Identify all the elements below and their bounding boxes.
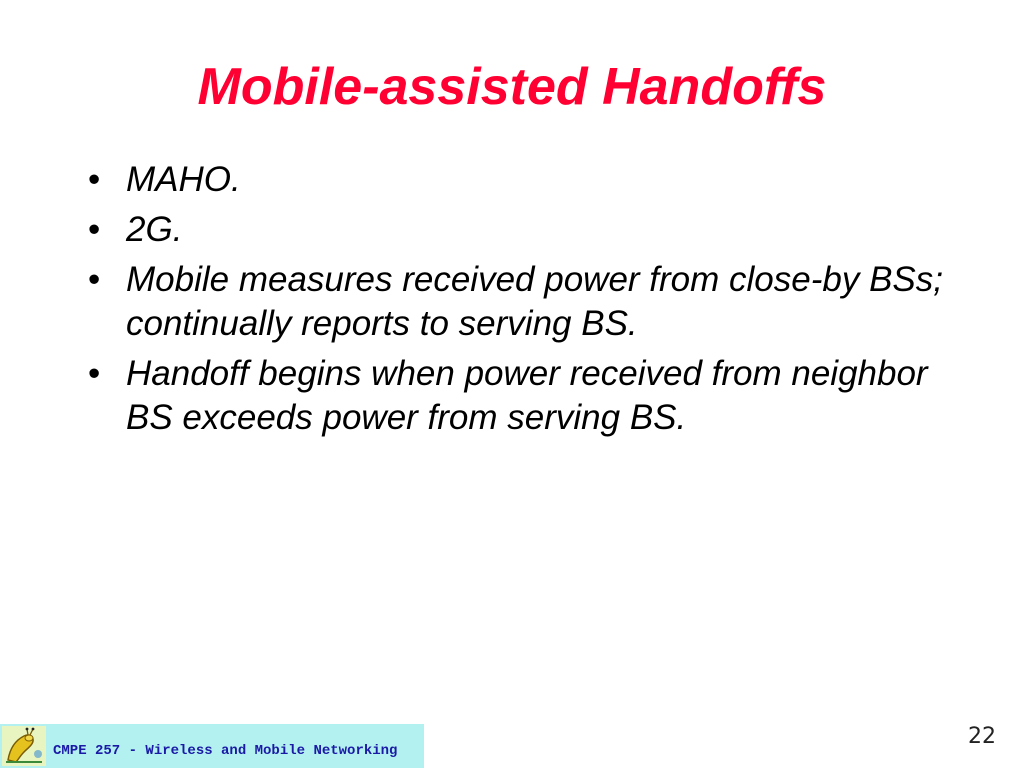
bullet-marker: • (88, 260, 101, 299)
bullet-list (88, 158, 948, 446)
slide-title: Mobile-assisted Handoffs (197, 58, 827, 116)
bullet-text: MAHO. (126, 160, 241, 199)
bullet-text: Handoff begins when power received from neighbor BS exceeds power from serving BS. (126, 354, 928, 437)
footer-course-label: CMPE 257 - Wireless and Mobile Networking (53, 743, 398, 759)
bullet-text: 2G. (126, 210, 183, 249)
banana-slug-logo-icon (2, 726, 46, 766)
bullet-text: Mobile measures received power from close-by BSs; continually reports to serving BS. (126, 260, 943, 343)
bullet-item (88, 352, 948, 440)
bullet-item (88, 158, 948, 202)
bullet-item (88, 208, 948, 252)
bullet-marker: • (88, 160, 101, 199)
page-number: 22 (968, 724, 996, 749)
bullet-item (88, 258, 948, 346)
bullet-marker: • (88, 210, 101, 249)
bullet-marker: • (88, 354, 101, 393)
